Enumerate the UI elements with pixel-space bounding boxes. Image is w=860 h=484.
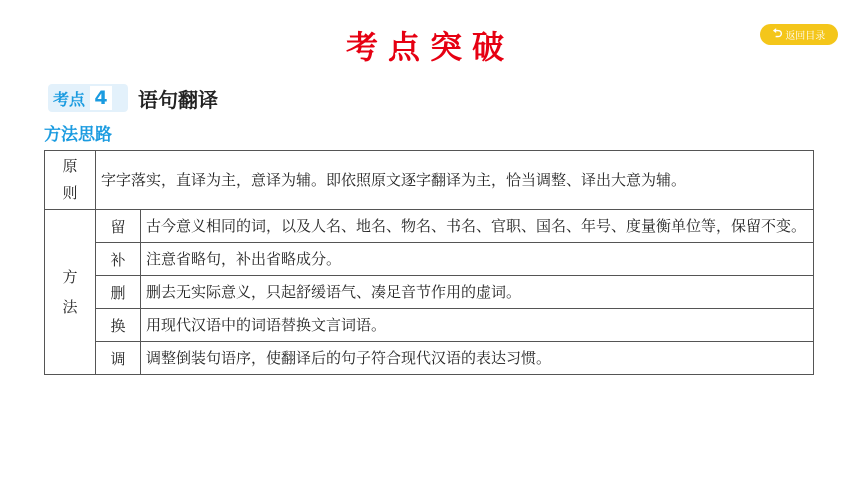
principle-text: 字字落实，直译为主，意译为辅。即依照原文逐字翻译为主，恰当调整、译出大意为辅。 xyxy=(96,151,814,210)
principle-header xyxy=(45,151,96,210)
method-header-line1: 方 xyxy=(62,268,78,286)
method-text: 注意省略句，补出省略成分。 xyxy=(141,243,814,276)
method-row xyxy=(45,276,814,309)
subtitle: 方法思路 xyxy=(44,125,112,145)
method-row xyxy=(45,309,814,342)
method-row xyxy=(45,210,814,243)
return-arrow-icon: ⮌ xyxy=(772,26,783,40)
method-key: 补 xyxy=(96,243,141,276)
method-header xyxy=(45,210,96,375)
method-text: 古今意义相同的词，以及人名、地名、物名、书名、官职、国名、年号、度量衡单位等，保留不变。 xyxy=(141,210,814,243)
page-title: 考点突破 xyxy=(345,28,514,66)
method-text: 删去无实际意义，只起舒缓语气、凑足音节作用的虚词。 xyxy=(141,276,814,309)
method-key: 调 xyxy=(96,342,141,375)
section-title: 语句翻译 xyxy=(138,88,218,112)
back-button-label: 返回目录 xyxy=(785,31,826,42)
method-header-line2: 法 xyxy=(62,298,78,316)
principle-header-line2: 则 xyxy=(62,184,78,202)
principle-header-line1: 原 xyxy=(62,157,78,175)
method-text: 调整倒装句语序，使翻译后的句子符合现代汉语的表达习惯。 xyxy=(141,342,814,375)
topic-tag-label: 考点 xyxy=(53,89,86,109)
method-row xyxy=(45,342,814,375)
topic-tag-number: 4 xyxy=(90,86,112,110)
method-row xyxy=(45,243,814,276)
method-text: 用现代汉语中的词语替换文言词语。 xyxy=(141,309,814,342)
topic-tag xyxy=(48,84,128,112)
method-key: 换 xyxy=(96,309,141,342)
translation-methods-table xyxy=(44,150,814,375)
method-key: 删 xyxy=(96,276,141,309)
back-to-contents-button[interactable] xyxy=(760,24,838,45)
method-key: 留 xyxy=(96,210,141,243)
principle-row xyxy=(45,151,814,210)
